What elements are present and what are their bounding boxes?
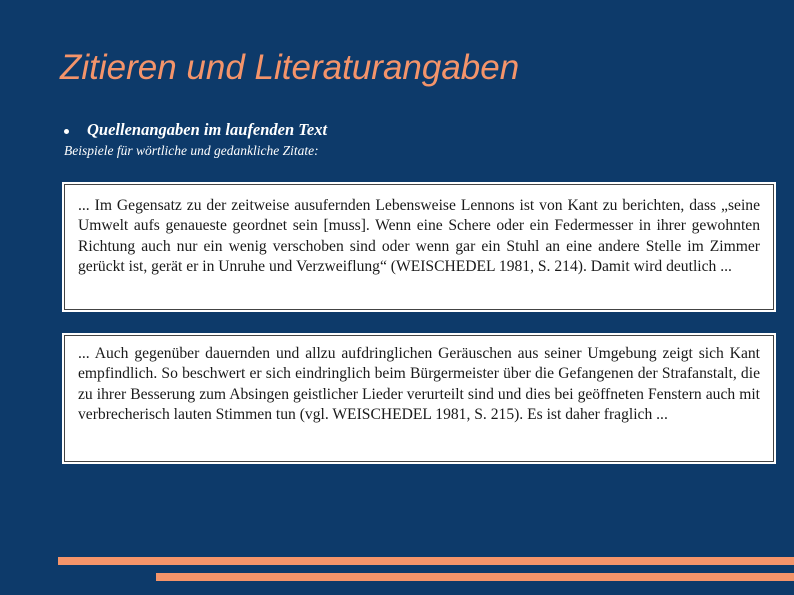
bullet-dot-icon [64, 129, 69, 134]
quote-text-1: ... Im Gegensatz zu der zeitweise ausufernden Lebensweise Lennons ist von Kant zu berichten, dass „seine Umwelt aufs genaueste geordnet sein [muss]. Wenn eine Schere oder ein Federmesser in ihrer gewohnten Richtung auch nur ein wenig verschoben sind oder wenn gar ein Stuhl an eine andere Stelle im Zimmer gerückt ist, gerät er in Unruhe und Verzweiflung“ (WEISCHEDEL 1981, S. 214). Damit wird deutlich ... [78, 197, 760, 275]
accent-bar-top [58, 557, 794, 565]
quote-text-2: ... Auch gegenüber dauernden und allzu aufdringlichen Geräuschen aus seiner Umgebung zeigt sich Kant empfindlich. So beschwert er sich eindringlich beim Bürgermeister über die Gefangenen der Strafanstalt, die zu ihrer Besserung zum Absingen geistlicher Lieder verurteilt sind und dies bei geöffneten Fenstern auch mit verbrecherisch lauten Stimmen tun (vgl. WEISCHEDEL 1981, S. 215). Es ist daher fraglich ... [78, 345, 760, 423]
quote-box-2 [62, 333, 776, 464]
accent-bar-bottom [156, 573, 794, 581]
quote-box-1 [62, 182, 776, 312]
slide-title: Zitieren und Literaturangaben [60, 48, 520, 87]
bullet-item [64, 120, 327, 140]
bullet-text: Quellenangaben im laufenden Text [87, 120, 328, 139]
slide-subtitle: Beispiele für wörtliche und gedankliche Zitate: [64, 143, 319, 158]
